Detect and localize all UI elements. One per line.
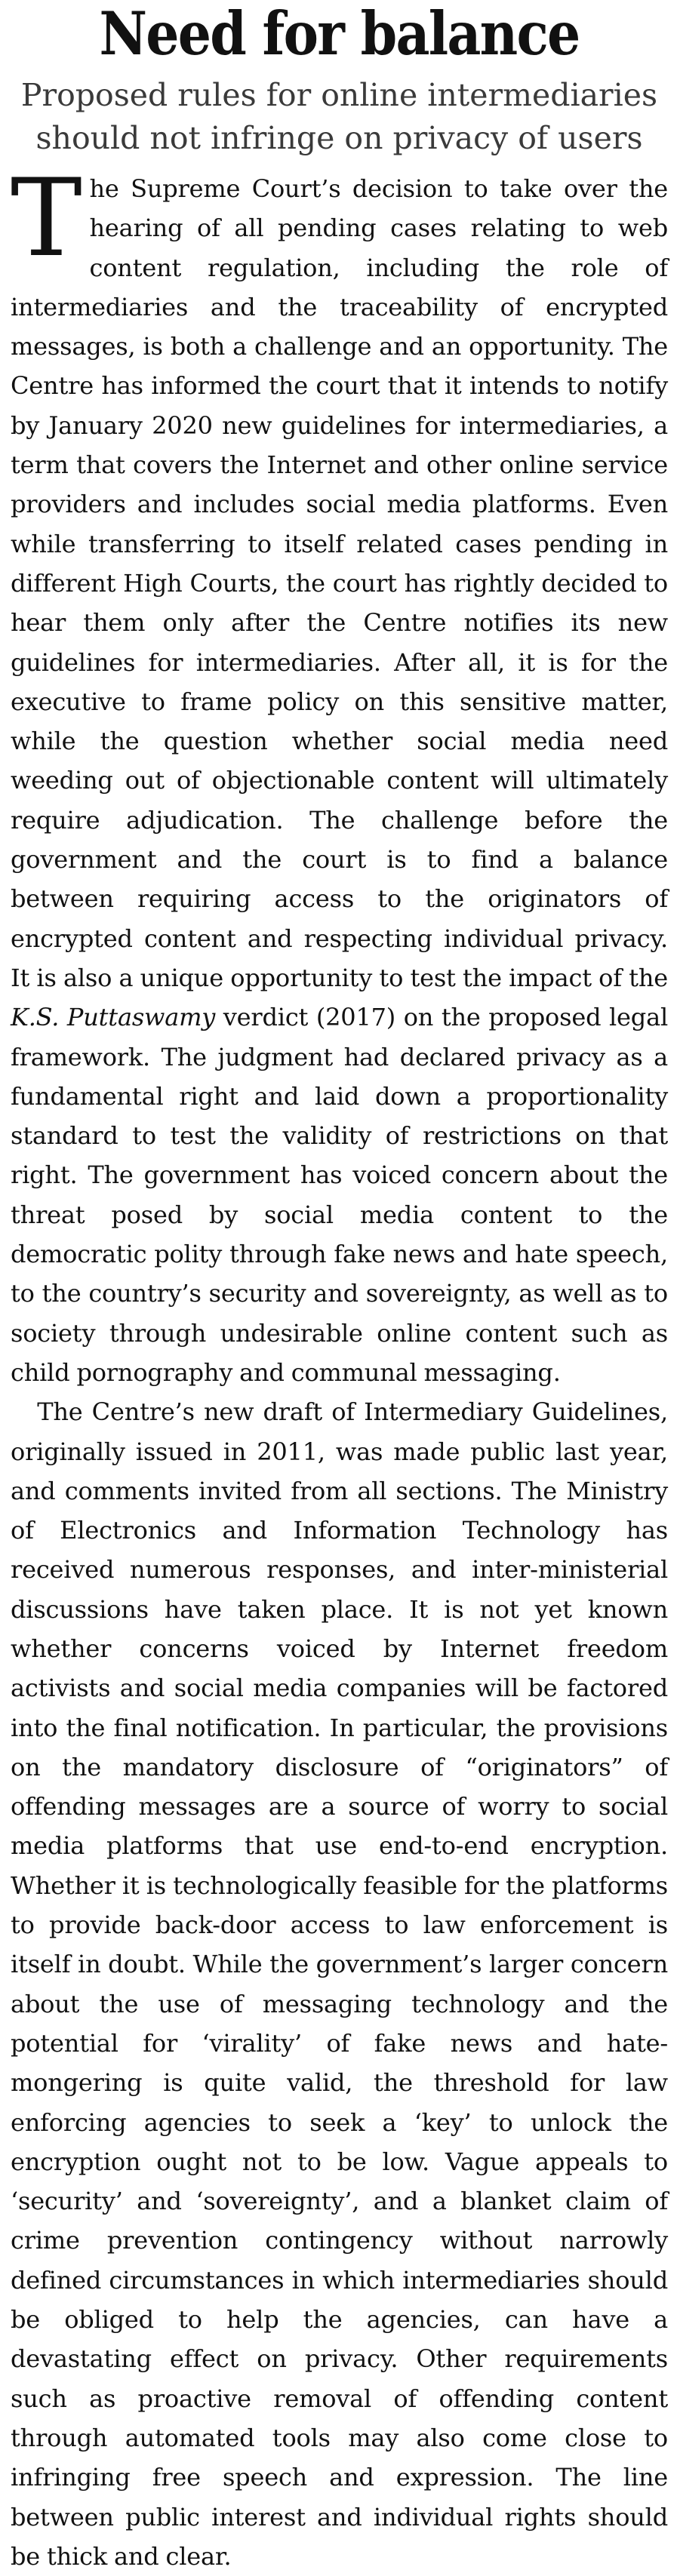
drop-cap: T [11, 156, 82, 281]
standfirst-line-1: Proposed rules for online intermediaries [20, 77, 658, 113]
paragraph-1 [11, 156, 668, 1392]
paragraph-1-text-b: verdict (2017) on the proposed legal framework. The judgment had declared privacy as a fundamental right and laid down a proportionality standard to test the validity of restrictions on that right. The government has voiced concern about the threat posed by social media content to the democratic polity through fake news and hate speech, to the country’s security and sovereignty, as well as to society through undesirable online content such as child pornography and communal messaging. [11, 1003, 668, 1387]
paragraph-1-text-a: he Supreme Court’s decision to take over the hearing of all pending cases relating to web content regulation, including the role of intermediaries and the traceability of encrypted messages, is both a challenge and an opportunity. The Centre has informed the court that it intends to notify by January 2020 new guidelines for intermediaries, a term that covers the Internet and other online service providers and includes social media platforms. Even while transferring to itself related cases pending in different High Courts, the court has rightly decided to hear them only after the Centre notifies its new guidelines for intermediaries. After all, it is for the executive to frame policy on this sensitive matter, while the question whether social media need weeding out of objectionable content will ultimately require adjudication. The challenge before the government and the court is to find a balance between requiring access to the originators of encrypted content and respecting individual privacy. It is also a unique opportunity to test the impact of the [11, 174, 668, 992]
standfirst [11, 74, 668, 160]
paragraph-2: The Centre’s new draft of Intermediary Guidelines, originally issued in 2011, was made public last year, and comments invited from all sections. The Ministry of Electronics and Information Technology has received numerous responses, and inter-ministerial discussions have taken place. It is not yet known whether concerns voiced by Internet freedom activists and social media companies will be factored into the final notification. In particular, the provisions on the mandatory disclosure of “originators” of offending messages are a source of worry to social media platforms that use end-to-end encryption. Whether it is technologically feasible for the platforms to provide back-door access to law enforcement is itself in doubt. While the government’s larger concern about the use of messaging technology and the potential for ‘virality’ of fake news and hate-mongering is quite valid, the threshold for law enforcing agencies to seek a ‘key’ to unlock the encryption ought not to be low. Vague appeals to ‘security’ and ‘sovereignty’, and a blanket claim of crime prevention contingency without narrowly defined circumstances in which intermediaries should be obliged to help the agencies, can have a devastating effect on privacy. Other requirements such as proactive removal of offending content through automated tools may also come close to infringing free speech and expression. The line between public interest and individual rights should be thick and clear. [11, 1397, 668, 2571]
case-name-italic: K.S. Puttaswamy [11, 1003, 216, 1032]
standfirst-line-2: should not infringe on privacy of users [35, 120, 643, 156]
article-body [11, 156, 668, 2576]
headline: Need for balance [99, 0, 580, 69]
